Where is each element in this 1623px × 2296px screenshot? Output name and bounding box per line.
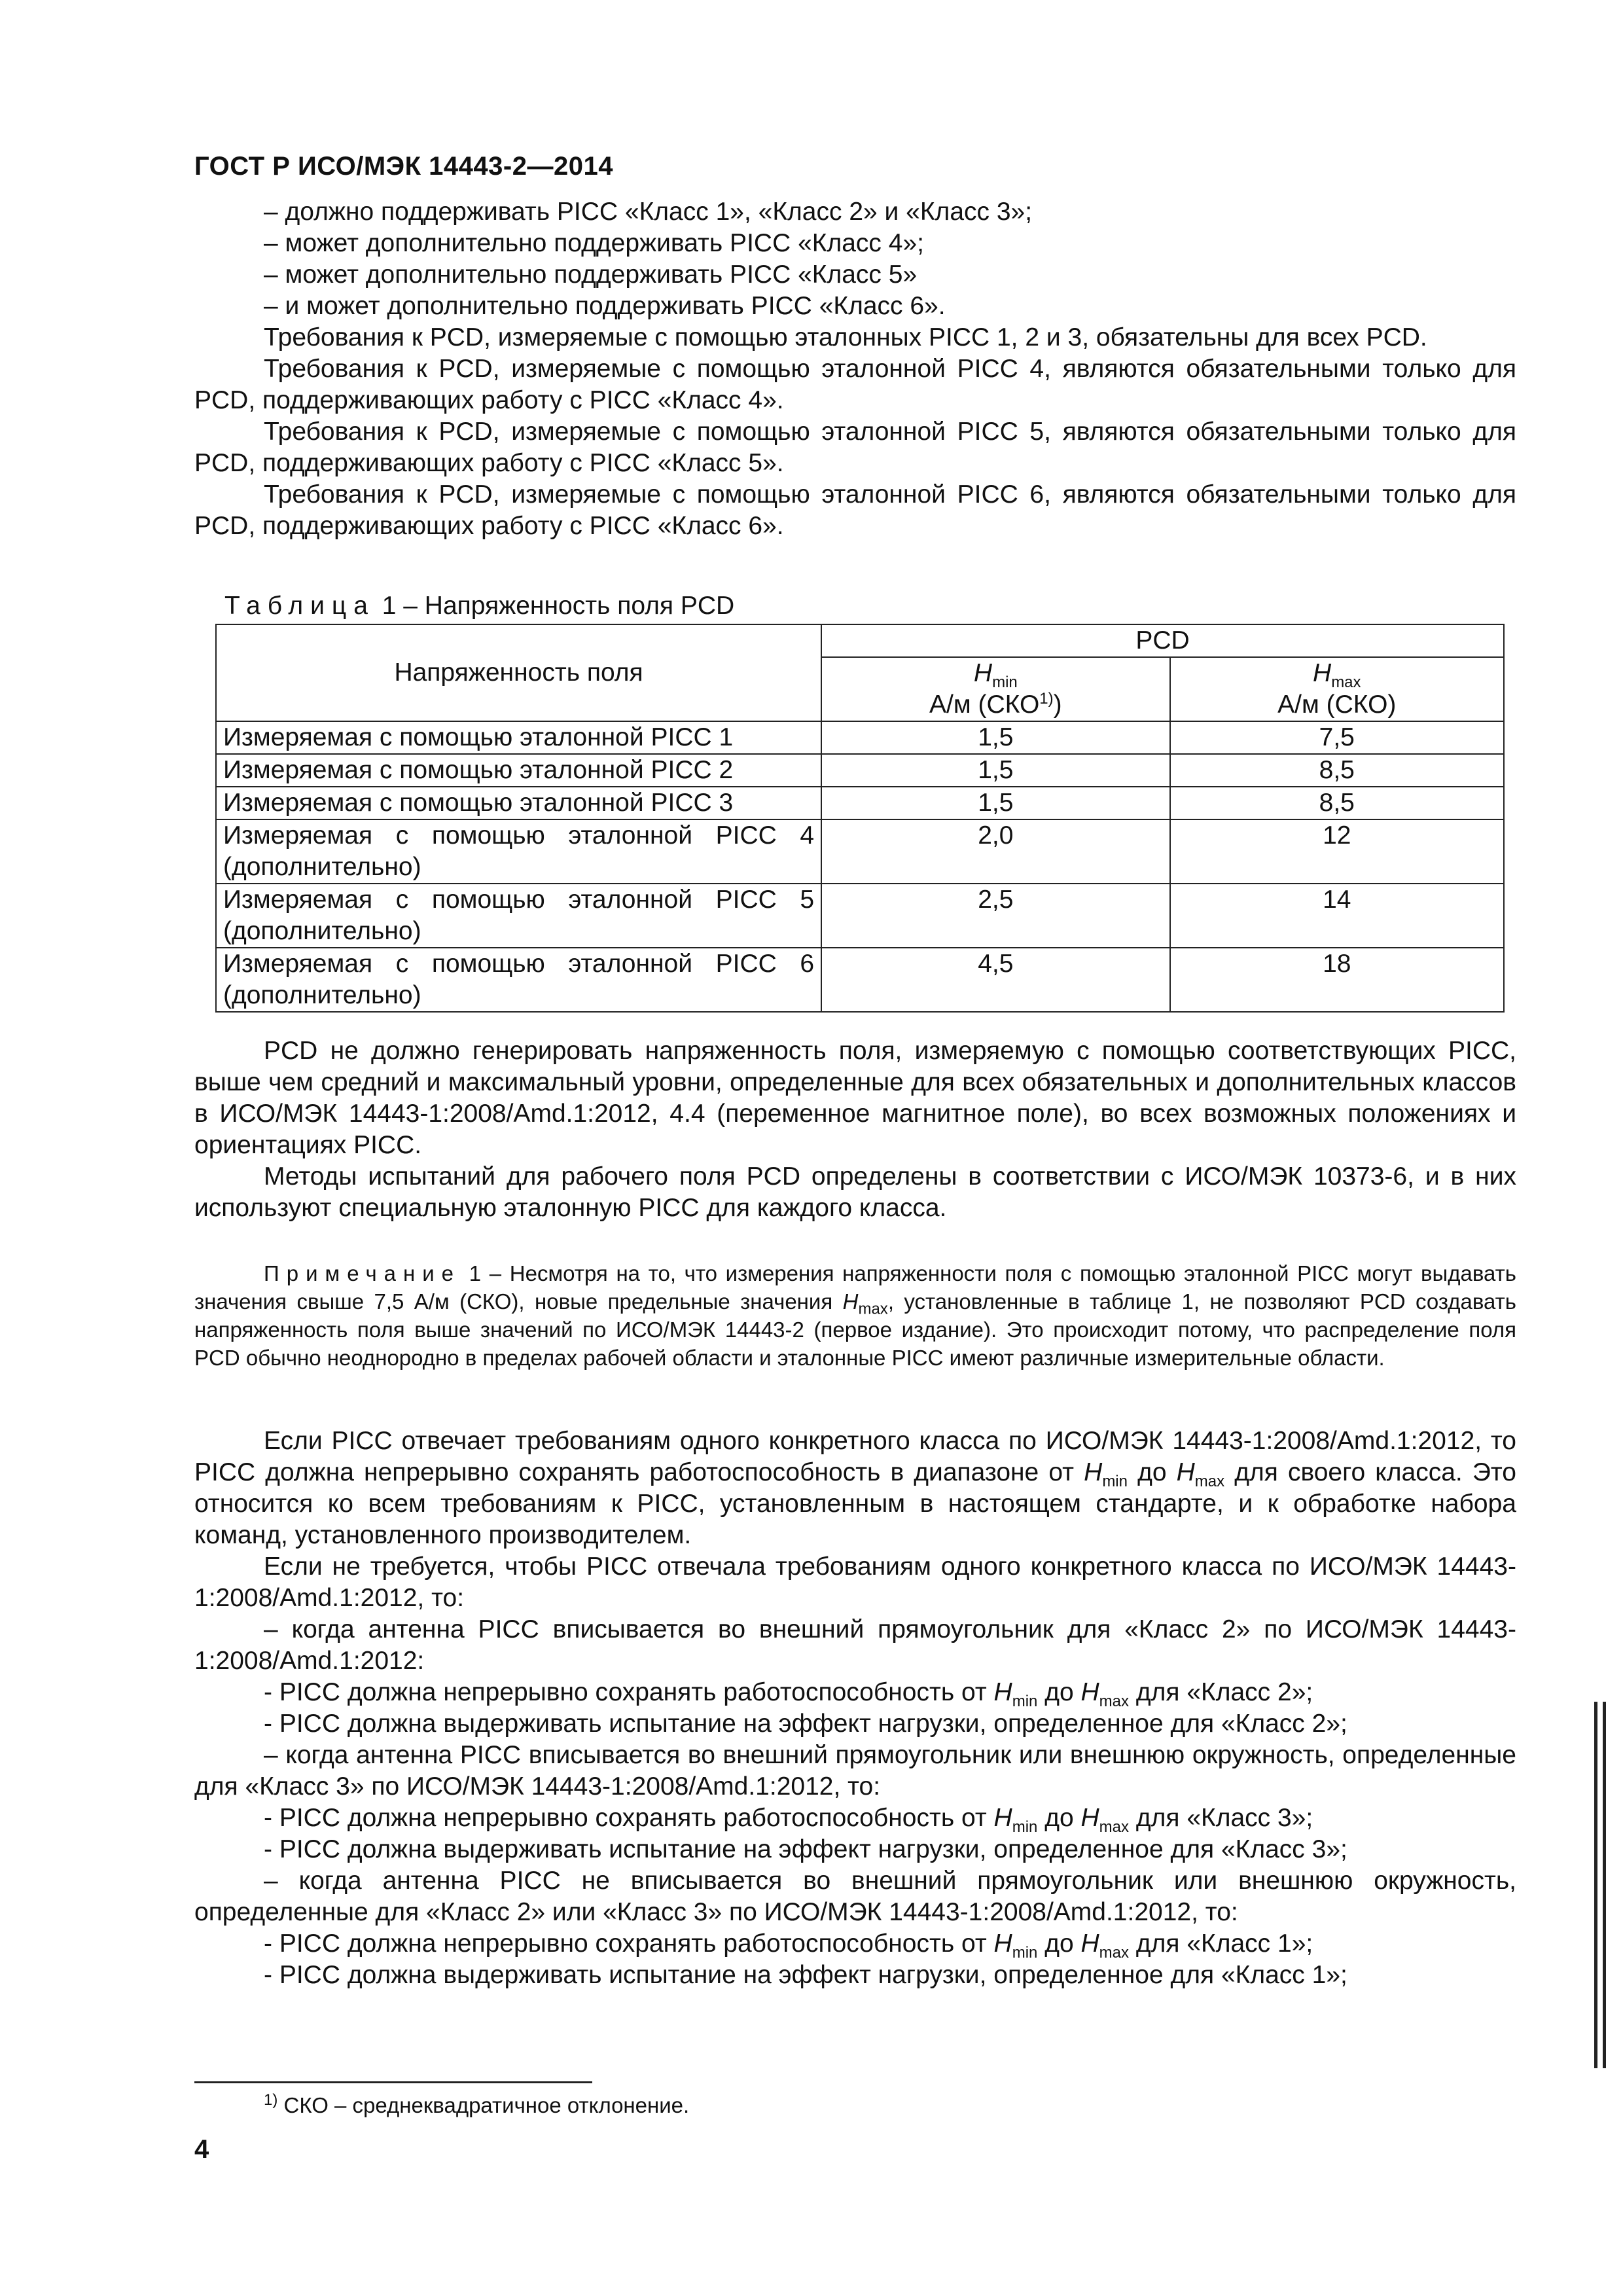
table-row — [216, 819, 1504, 884]
text: «Класс 3»; — [1186, 1804, 1313, 1832]
text: «Класс 2»; — [1221, 1710, 1347, 1738]
hmax-value: 18 — [1170, 948, 1504, 1012]
hmax-subscript: max — [1099, 1943, 1130, 1962]
text: - PICC должна непрерывно сохранять работоспособность от — [264, 1678, 994, 1706]
case-class1-lead: – когда антенна PICC не вписывается во внешний прямоугольник или внешнюю окружность, определенные для «Класс 2» или «Класс 3» по ИСО/МЭК 14443-1:2008/Amd.1:2012, то: — [194, 1867, 1516, 1926]
hmax-subscript: max — [1099, 1818, 1130, 1836]
hmin-subscript: min — [1012, 1692, 1038, 1710]
hmin-value: 4,5 — [821, 948, 1169, 1012]
text: для — [1129, 1678, 1187, 1706]
text: «Класс 3»; — [1221, 1835, 1347, 1863]
table-caption-title: 1 – Напряженность поля PCD — [374, 592, 735, 620]
list-item — [194, 1928, 1516, 1960]
hmax-value: 12 — [1170, 819, 1504, 884]
case-class2-lead: – когда антенна PICC вписывается во внешний прямоугольник для «Класс 2» по ИСО/МЭК 14443-1:2008/Amd.1:2012: — [194, 1615, 1516, 1675]
list-item — [194, 1708, 1516, 1740]
footnote-separator — [194, 2081, 592, 2083]
hmax-symbol: H — [842, 1289, 859, 1314]
col-header-hmax — [1170, 657, 1504, 721]
hmax-subscript: max — [1099, 1692, 1130, 1710]
case-class3-lead: – когда антенна PICC вписывается во внешний прямоугольник или внешнюю окружность, определенные для «Класс 3» по ИСО/МЭК 14443-1:2008/Amd.1:2012, то: — [194, 1741, 1516, 1801]
hmin-value: 1,5 — [821, 754, 1169, 787]
hmin-value: 2,5 — [821, 884, 1169, 948]
row-label: Измеряемая с помощью эталонной PICC 3 — [216, 787, 821, 819]
row-label: Измеряемая с помощью эталонной PICC 4 (дополнительно) — [216, 819, 821, 884]
text: для — [1129, 1929, 1187, 1958]
hmax-symbol: H — [1080, 1929, 1099, 1958]
text: - PICC должна непрерывно сохранять работоспособность от — [264, 1929, 994, 1958]
paragraph: Требования к PCD, измеряемые с помощью эталонной PICC 4, являются обязательными только для PCD, поддерживающих работу с PICC «Класс 4». — [194, 355, 1516, 414]
list-item: – и может дополнительно поддерживать PICC «Класс 6». — [264, 292, 946, 320]
text: - PICC должна непрерывно сохранять работоспособность от — [264, 1804, 994, 1832]
hmax-value: 14 — [1170, 884, 1504, 948]
footnote-ref: 1) — [1039, 690, 1054, 708]
note-text: , установленные в таблице 1, не позволяют PCD создавать напряженность поля выше значений по ИСО/МЭК 14443-2 (первое издание). Это происходит потому, что распределение поля PCD обычно неоднородно в пределах рабочей области и эталонные PICC имеют различные измерительные области. — [194, 1289, 1516, 1370]
hmin-symbol: H — [993, 1929, 1012, 1958]
paragraph: Требования к PCD, измеряемые с помощью эталонной PICC 6, являются обязательными только для PCD, поддерживающих работу с PICC «Класс 6». — [194, 480, 1516, 540]
hmin-value: 1,5 — [821, 787, 1169, 819]
list-item: – должно поддерживать PICC «Класс 1», «Класс 2» и «Класс 3»; — [264, 198, 1033, 226]
row-label: Измеряемая с помощью эталонной PICC 5 (дополнительно) — [216, 884, 821, 948]
hmin-subscript: min — [1012, 1943, 1038, 1962]
text: «Класс 1»; — [1186, 1929, 1313, 1958]
text: до — [1037, 1929, 1081, 1958]
paragraph: Требования к PCD, измеряемые с помощью эталонной PICC 5, являются обязательными только для PCD, поддерживающих работу с PICC «Класс 5». — [194, 418, 1516, 477]
paragraph — [194, 1426, 1516, 1551]
paragraph: Если не требуется, чтобы PICC отвечала требованиям одного конкретного класса по ИСО/МЭК 14443-1:2008/Amd.1:2012, то: — [194, 1552, 1516, 1612]
hmin-subscript: min — [992, 673, 1018, 691]
hmax-subscript: max — [1331, 673, 1361, 691]
hmax-symbol: H — [1080, 1678, 1099, 1706]
note-number: 1 – — [461, 1261, 510, 1285]
hmax-value: 8,5 — [1170, 754, 1504, 787]
hmin-symbol: H — [993, 1678, 1012, 1706]
change-bar — [1594, 1702, 1597, 2068]
page-number: 4 — [194, 2135, 209, 2164]
note-block — [194, 1259, 1516, 1372]
footnote-mark: 1) — [264, 2091, 278, 2109]
table-caption-word: Таблица — [224, 592, 375, 620]
standard-header: ГОСТ Р ИСО/МЭК 14443-2—2014 — [194, 152, 613, 181]
row-label: Измеряемая с помощью эталонной PICC 2 — [216, 754, 821, 787]
text: для своего класса. Это относится ко всем требованиям к PICC, установленным в настоящем стандарте, и к обработке набора команд, установленного производителем. — [194, 1458, 1516, 1549]
hmin-symbol: H — [973, 659, 993, 687]
col-header-hmin — [821, 657, 1169, 721]
footnote-text: СКО – среднеквадратичное отклонение. — [277, 2093, 690, 2117]
field-strength-table — [215, 624, 1505, 1013]
list-item — [194, 1677, 1516, 1708]
hmax-unit: А/м (СКО) — [1277, 691, 1397, 719]
paragraph: Методы испытаний для рабочего поля PCD определены в соответствии с ИСО/МЭК 10373-6, и в них используют специальную эталонную PICC для каждого класса. — [194, 1162, 1516, 1222]
paragraph: Требования к PCD, измеряемые с помощью эталонных PICC 1, 2 и 3, обязательны для всех PCD. — [264, 323, 1427, 351]
hmin-subscript: min — [1102, 1472, 1128, 1490]
footnote — [264, 2093, 689, 2118]
intro-block — [194, 196, 1516, 542]
list-item: – может дополнительно поддерживать PICC «Класс 5» — [264, 260, 918, 289]
table-caption — [224, 592, 734, 620]
text: - PICC должна выдерживать испытание на эффект нагрузки, определенное для — [264, 1710, 1221, 1738]
hmax-value: 7,5 — [1170, 721, 1504, 754]
hmax-symbol: H — [1176, 1458, 1195, 1486]
requirements-block — [194, 1426, 1516, 1991]
after-table-block — [194, 1035, 1516, 1224]
note-paragraph — [194, 1259, 1516, 1372]
list-item — [194, 1834, 1516, 1865]
table-row — [216, 948, 1504, 1012]
hmax-subscript: max — [858, 1300, 888, 1318]
text: Если PICC отвечает требованиям одного конкретного класса по ИСО/МЭК 14443-1:2008/Amd.1:2012, то PICC должна непрерывно сохранять работоспособность в диапазоне от — [194, 1427, 1516, 1486]
note-label: Примечание — [264, 1261, 461, 1285]
hmax-subscript: max — [1194, 1472, 1225, 1490]
table-row — [216, 721, 1504, 754]
text: до — [1127, 1458, 1177, 1486]
text: «Класс 2»; — [1186, 1678, 1313, 1706]
table-row — [216, 884, 1504, 948]
list-item — [194, 1960, 1516, 1991]
text: - PICC должна выдерживать испытание на эффект нагрузки, определенное для — [264, 1961, 1221, 1989]
hmin-symbol: H — [1084, 1458, 1103, 1486]
hmax-symbol: H — [1080, 1804, 1099, 1832]
row-label: Измеряемая с помощью эталонной PICC 6 (дополнительно) — [216, 948, 821, 1012]
hmin-unit-close: ) — [1053, 691, 1062, 719]
text: «Класс 1»; — [1221, 1961, 1347, 1989]
hmin-value: 1,5 — [821, 721, 1169, 754]
table-row — [216, 754, 1504, 787]
text: до — [1037, 1804, 1081, 1832]
text: - PICC должна выдерживать испытание на эффект нагрузки, определенное для — [264, 1835, 1221, 1863]
hmin-unit: А/м (СКО — [929, 691, 1040, 719]
hmax-value: 8,5 — [1170, 787, 1504, 819]
hmin-subscript: min — [1012, 1818, 1038, 1836]
text: для — [1129, 1804, 1187, 1832]
note-text: Несмотря на то, что измерения напряженности поля с помощью эталонной PICC могут выдавать значения свыше 7,5 А/м (СКО), новые предельные значения — [194, 1261, 1516, 1314]
paragraph: PCD не должно генерировать напряженность поля, измеряемую с помощью соответствующих PICC, выше чем средний и максимальный уровни, определенные для всех обязательных и дополнительных классов в ИСО/МЭК 14443-1:2008/Amd.1:2012, 4.4 (переменное магнитное поле), во всех возможных положениях и ориентациях PICC. — [194, 1037, 1516, 1159]
col-header-field-strength: Напряженность поля — [216, 624, 821, 721]
list-item — [194, 1803, 1516, 1834]
hmin-symbol: H — [993, 1804, 1012, 1832]
text: до — [1037, 1678, 1081, 1706]
hmax-symbol: H — [1313, 659, 1332, 687]
row-label: Измеряемая с помощью эталонной PICC 1 — [216, 721, 821, 754]
table-row — [216, 787, 1504, 819]
change-bar — [1603, 1702, 1606, 2068]
list-item: – может дополнительно поддерживать PICC «Класс 4»; — [264, 229, 924, 257]
col-header-pcd: PCD — [821, 624, 1504, 657]
hmin-value: 2,0 — [821, 819, 1169, 884]
